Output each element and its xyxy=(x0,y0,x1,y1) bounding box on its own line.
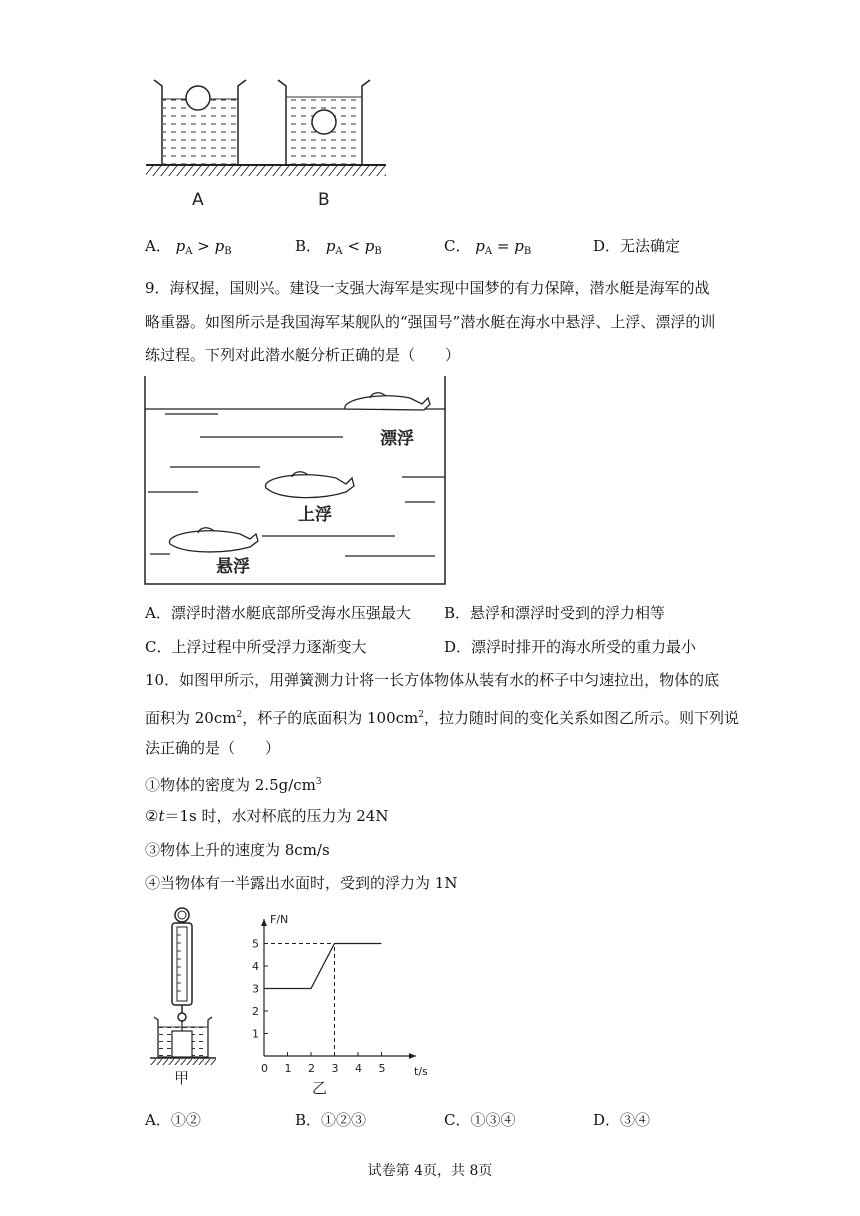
x-tick-label: 1 xyxy=(284,1062,292,1075)
y-tick-label: 5 xyxy=(252,937,259,951)
x-tick-label: 3 xyxy=(331,1062,339,1075)
label-b: B xyxy=(318,190,330,210)
y-tick-label: 2 xyxy=(252,1005,259,1018)
q9-option-a[interactable]: A．漂浮时潜水艇底部所受海水压强最大 xyxy=(145,604,411,622)
q10-line-1: 10．如图甲所示，用弹簧测力计将一长方体物体从装有水的杯子中匀速拉出，物体的底 xyxy=(145,671,720,689)
q9-option-b[interactable]: B．悬浮和漂浮时受到的浮力相等 xyxy=(444,604,666,622)
q10-statement-1: ①物体的密度为 $2.5g/cm^3$ xyxy=(145,776,322,794)
y-axis-arrow xyxy=(261,919,267,926)
q9-line-3: 练过程。下列对此潜水艇分析正确的是（ ） xyxy=(145,346,461,364)
x-tick-label: 4 xyxy=(355,1062,362,1075)
submarine-suspended xyxy=(169,528,258,552)
label-suspend: 悬浮 xyxy=(216,557,250,577)
q8-option-d[interactable]: D．无法确定 xyxy=(593,237,681,255)
beaker-b xyxy=(278,80,370,165)
beaker-a xyxy=(154,80,246,165)
y-tick-label: 4 xyxy=(252,960,259,973)
label-yi: 乙 xyxy=(312,1079,328,1095)
q8-option-a[interactable]: A． $p_A > p_B$ xyxy=(145,237,232,257)
q10-option-b[interactable]: B．①②③ xyxy=(295,1111,367,1129)
ball-a xyxy=(186,86,210,110)
ground-hatch xyxy=(146,166,386,176)
x-tick-label: 2 xyxy=(308,1062,315,1075)
q9-option-d[interactable]: D．漂浮时排开的海水所受的重力最小 xyxy=(444,638,697,656)
q9-option-c[interactable]: C．上浮过程中所受浮力逐渐变大 xyxy=(145,638,367,656)
q9-figure xyxy=(140,374,450,594)
q10-option-a[interactable]: A．①② xyxy=(145,1111,201,1129)
q10-line-2: 面积为 $20cm^2$，杯子的底面积为 $100cm^2$，拉力随时间的变化关系如图乙所示。则下列说 xyxy=(145,709,739,727)
q10-figure-jia xyxy=(150,905,220,1089)
y-tick-label: 3 xyxy=(252,982,259,996)
x-axis-arrow xyxy=(409,1053,416,1059)
q10-statement-3: ③物体上升的速度为 8cm/s xyxy=(145,841,330,859)
force-line xyxy=(264,944,382,989)
ball-b xyxy=(312,110,336,134)
q10-chart xyxy=(248,905,448,1099)
page-footer: 试卷第 4页，共 8页 xyxy=(367,1163,493,1179)
q10-statement-4: ④当物体有一半露出水面时，受到的浮力为 1N xyxy=(145,874,458,892)
q8-option-b[interactable]: B． $p_A < p_B$ xyxy=(295,237,382,257)
submarine-floating xyxy=(345,393,430,410)
q8-figure xyxy=(140,72,390,216)
submarine-rising xyxy=(265,472,354,498)
label-rise: 上浮 xyxy=(298,505,332,525)
label-jia: 甲 xyxy=(174,1069,190,1085)
block xyxy=(172,1031,192,1057)
chart-ylabel: F/N xyxy=(270,913,289,926)
y-tick-label: 1 xyxy=(252,1027,259,1041)
chart-xlabel: t/s xyxy=(414,1065,428,1078)
q9-line-2: 略重器。如图所示是我国海军某舰队的“强国号”潜水艇在海水中悬浮、上浮、漂浮的训 xyxy=(145,313,716,331)
q8-option-c[interactable]: C． $p_A = p_B$ xyxy=(444,237,532,257)
q10-option-c[interactable]: C．①③④ xyxy=(444,1111,516,1129)
label-a: A xyxy=(192,190,204,210)
spring-scale xyxy=(172,923,192,1005)
q10-line-3: 法正确的是（ ） xyxy=(145,739,281,757)
label-float: 漂浮 xyxy=(380,429,414,449)
x-tick-label: 0 xyxy=(261,1062,268,1075)
q9-line-1: 9．海权握，国则兴。建设一支强大海军是实现中国梦的有力保障，潜水艇是海军的战 xyxy=(145,279,710,297)
q10-option-d[interactable]: D．③④ xyxy=(593,1111,651,1129)
q10-statement-2: ②t＝1s 时，水对杯底的压力为 24N xyxy=(145,807,389,825)
x-tick-label: 5 xyxy=(378,1062,386,1075)
